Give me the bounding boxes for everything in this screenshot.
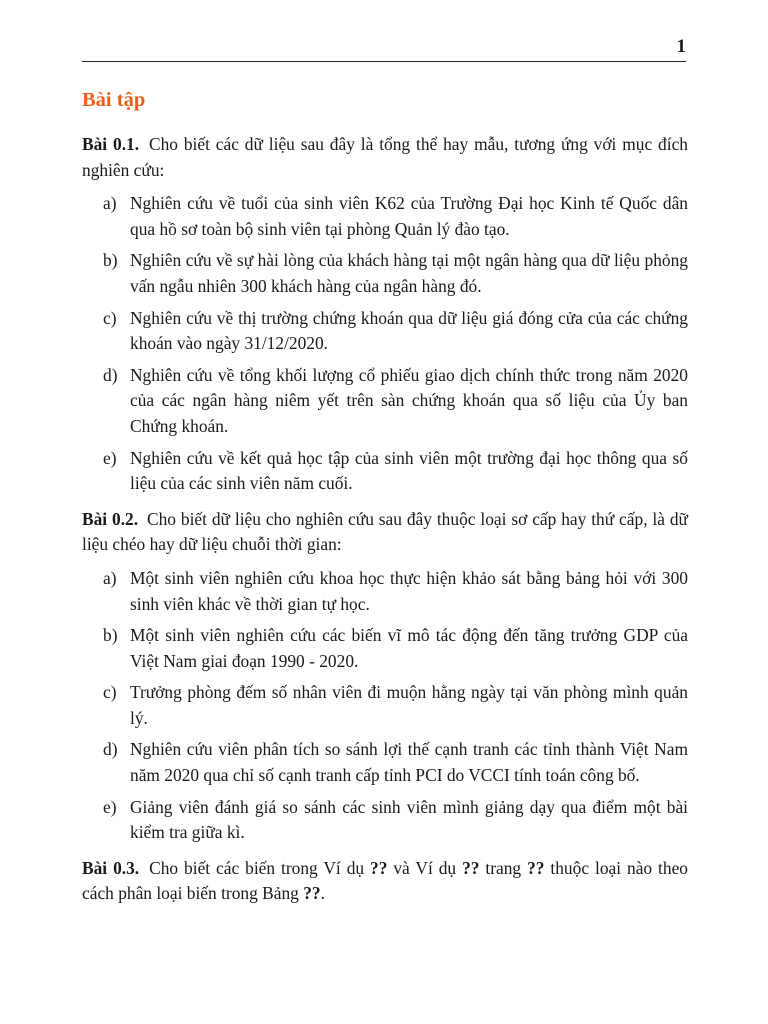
item-marker: d) [103, 739, 118, 760]
item-text: Nghiên cứu về thị trường chứng khoán qua dữ liệu giá đóng cửa của các chứng khoán vào ngày 31/12/2020. [130, 307, 688, 354]
list-item [82, 248, 688, 299]
section-title: Bài tập [82, 89, 146, 111]
exercise-0-3 [82, 856, 688, 907]
exercise-question [82, 858, 688, 904]
item-text: Nghiên cứu về kết quả học tập của sinh viên một trường đại học thông qua số liệu của các sinh viên năm cuối. [130, 447, 688, 494]
item-text: Một sinh viên nghiên cứu các biến vĩ mô tác động đến tăng trưởng GDP của Việt Nam giai đoạn 1990 - 2020. [130, 625, 688, 671]
list-item [82, 737, 688, 788]
item-text: Trưởng phòng đếm số nhân viên đi muộn hằng ngày tại văn phòng mình quản lý. [130, 682, 688, 728]
item-text: Nghiên cứu về tổng khối lượng cổ phiếu giao dịch chính thức trong năm 2020 của các ngân hàng niêm yết trên sàn chứng khoán qua số liệu của Ủy ban Chứng khoán. [130, 364, 688, 436]
unresolved-reference: ?? [370, 857, 388, 878]
exercise-label: Bài 0.2. [82, 508, 139, 529]
header-rule [82, 61, 686, 62]
item-marker: a) [103, 193, 117, 214]
question-text: Cho biết các biến trong Ví dụ [149, 857, 371, 878]
item-text: Giảng viên đánh giá so sánh các sinh viên mình giảng dạy qua điểm một bài kiểm tra giữa kì. [130, 796, 688, 843]
list-item [82, 446, 688, 497]
exercise-label: Bài 0.1. [82, 134, 140, 154]
item-marker: a) [103, 567, 117, 588]
list-item [82, 566, 688, 617]
item-marker: b) [103, 250, 118, 271]
item-text: Một sinh viên nghiên cứu khoa học thực hiện khảo sát bằng bảng hỏi với 300 sinh viên khác về thời gian tự học. [130, 567, 688, 614]
list-item [82, 191, 688, 242]
page-number: 1 [676, 36, 686, 57]
item-marker: c) [103, 307, 117, 328]
list-item [82, 623, 688, 674]
question-text: . [320, 883, 325, 904]
question-text: trang [479, 857, 528, 878]
question-text: thuộc loại nào theo cách phân loại biến trong Bảng [82, 857, 688, 904]
item-marker: b) [103, 625, 118, 646]
unresolved-reference: ?? [462, 857, 480, 878]
item-text: Nghiên cứu viên phân tích so sánh lợi thế cạnh tranh các tỉnh thành Việt Nam năm 2020 qua chỉ số cạnh tranh cấp tỉnh PCI do VCCI tính toán công bố. [130, 739, 688, 786]
question-text: và Ví dụ [387, 857, 463, 878]
page-content [82, 86, 688, 917]
list-item [82, 680, 688, 731]
exercise-lead [82, 507, 688, 558]
exercise-lead [82, 856, 688, 907]
item-marker: e) [103, 447, 117, 468]
item-marker: c) [103, 682, 117, 703]
item-text: Nghiên cứu về sự hài lòng của khách hàng tại một ngân hàng qua dữ liệu phỏng vấn ngẫu nhiên 300 khách hàng của ngân hàng đó. [130, 250, 688, 296]
exercise-lead [82, 132, 688, 183]
list-item [82, 795, 688, 846]
unresolved-reference: ?? [527, 857, 545, 878]
item-marker: e) [103, 796, 117, 817]
exercise-question: Cho biết các dữ liệu sau đây là tổng thể hay mẫu, tương ứng với mục đích nghiên cứu: [82, 134, 688, 180]
item-text: Nghiên cứu về tuổi của sinh viên K62 của Trường Đại học Kinh tế Quốc dân qua hồ sơ toàn bộ sinh viên tại phòng Quản lý đào tạo. [130, 193, 688, 239]
list-item [82, 363, 688, 440]
exercise-0-2 [82, 507, 688, 846]
unresolved-reference: ?? [303, 883, 321, 904]
exercise-question: Cho biết dữ liệu cho nghiên cứu sau đây thuộc loại sơ cấp hay thứ cấp, là dữ liệu chéo hay dữ liệu chuỗi thời gian: [82, 508, 688, 555]
exercise-label: Bài 0.3. [82, 857, 140, 878]
list-item [82, 306, 688, 357]
exercise-0-1 [82, 132, 688, 497]
item-marker: d) [103, 364, 118, 385]
